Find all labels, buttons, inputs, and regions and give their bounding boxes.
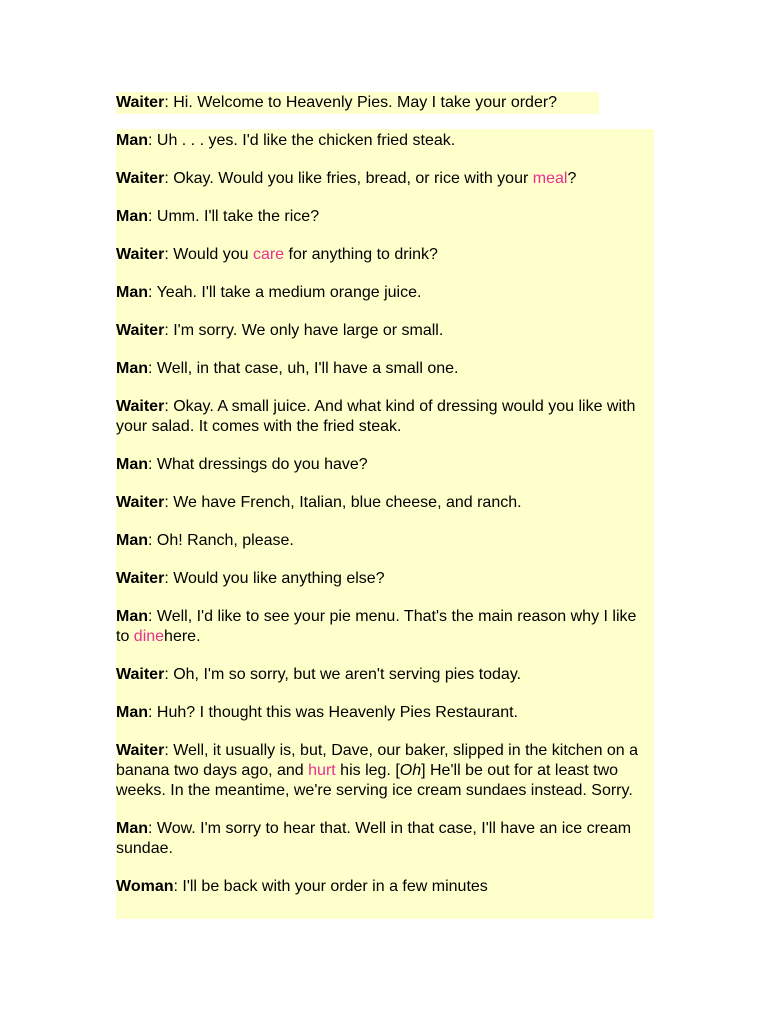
dialogue-line <box>116 131 654 151</box>
dialogue-line <box>116 455 654 475</box>
line-text: : Well, I'd like to see your pie menu. That's the main reason why I like to <box>116 608 637 645</box>
speaker-name: Waiter <box>116 398 165 415</box>
dialogue-line <box>116 569 654 589</box>
line-text: : Huh? I thought this was Heavenly Pies Restaurant. <box>148 704 518 721</box>
speaker-name: Man <box>116 360 148 377</box>
dialogue-line <box>116 283 654 303</box>
speaker-name: Man <box>116 456 148 473</box>
speaker-name: Man <box>116 208 148 225</box>
dialogue-line <box>116 397 654 437</box>
speaker-name: Waiter <box>116 94 165 111</box>
line-text: : I'll be back with your order in a few minutes <box>173 878 488 895</box>
line-text: : Uh . . . yes. I'd like the chicken fried steak. <box>148 132 456 149</box>
dialogue-line <box>116 819 654 859</box>
speaker-name: Man <box>116 704 148 721</box>
speaker-name: Waiter <box>116 322 165 339</box>
dialogue-line <box>116 321 654 341</box>
vocab-word: care <box>252 246 285 263</box>
line-text: : Hi. Welcome to Heavenly Pies. May I take your order? <box>164 94 558 111</box>
vocab-word: meal <box>532 170 568 187</box>
dialogue-line <box>116 169 654 189</box>
speaker-name: Waiter <box>116 170 165 187</box>
dialogue-line <box>116 92 599 114</box>
line-text: here. <box>164 628 201 645</box>
speaker-name: Waiter <box>116 494 165 511</box>
dialogue-line <box>116 607 654 647</box>
speaker-name: Man <box>116 820 148 837</box>
line-text: : Would you like anything else? <box>164 570 385 587</box>
line-text: : Would you <box>164 246 253 263</box>
dialogue-line <box>116 877 654 897</box>
dialogue-line <box>116 207 654 227</box>
dialogue-block <box>116 129 654 919</box>
line-text: : Okay. Would you like fries, bread, or rice with your <box>164 170 533 187</box>
line-text: : I'm sorry. We only have large or small. <box>164 322 444 339</box>
line-text: : Umm. I'll take the rice? <box>148 208 320 225</box>
speaker-name: Man <box>116 608 148 625</box>
line-text: : Oh! Ranch, please. <box>148 532 294 549</box>
italic-word: Oh <box>399 762 422 779</box>
line-text: : What dressings do you have? <box>148 456 368 473</box>
line-text: : Oh, I'm so sorry, but we aren't serving pies today. <box>164 666 522 683</box>
line-text: : Well, in that case, uh, I'll have a small one. <box>148 360 459 377</box>
line-text: : Wow. I'm sorry to hear that. Well in that case, I'll have an ice cream sundae. <box>116 820 632 857</box>
dialogue-line <box>116 531 654 551</box>
dialogue-line <box>116 665 654 685</box>
dialogue-line <box>116 245 654 265</box>
dialogue-line <box>116 493 654 513</box>
line-text: : We have French, Italian, blue cheese, and ranch. <box>164 494 522 511</box>
dialogue-line <box>116 359 654 379</box>
line-text: for anything to drink? <box>284 246 438 263</box>
dialogue-line <box>116 703 654 723</box>
line-text: : Okay. A small juice. And what kind of dressing would you like with your salad. It comes with the fried steak. <box>116 398 636 435</box>
speaker-name: Waiter <box>116 570 165 587</box>
vocab-word: dine <box>133 628 165 645</box>
speaker-name: Man <box>116 532 148 549</box>
speaker-name: Waiter <box>116 246 165 263</box>
line-text: : Yeah. I'll take a medium orange juice. <box>148 284 422 301</box>
line-text: ? <box>567 170 577 187</box>
speaker-name: Man <box>116 284 148 301</box>
speaker-name: Woman <box>116 878 174 895</box>
vocab-word: hurt <box>308 762 336 779</box>
line-text: his leg. [ <box>335 762 400 779</box>
dialogue-line <box>116 741 654 801</box>
speaker-name: Waiter <box>116 742 165 759</box>
line-text: ] He'll be out for at least two weeks. In the meantime, we're serving ice cream sundaes instead. Sorry. <box>116 762 633 799</box>
speaker-name: Man <box>116 132 148 149</box>
line-text: : Well, it usually is, but, Dave, our baker, slipped in the kitchen on a banana two days ago, and <box>116 742 639 779</box>
speaker-name: Waiter <box>116 666 165 683</box>
